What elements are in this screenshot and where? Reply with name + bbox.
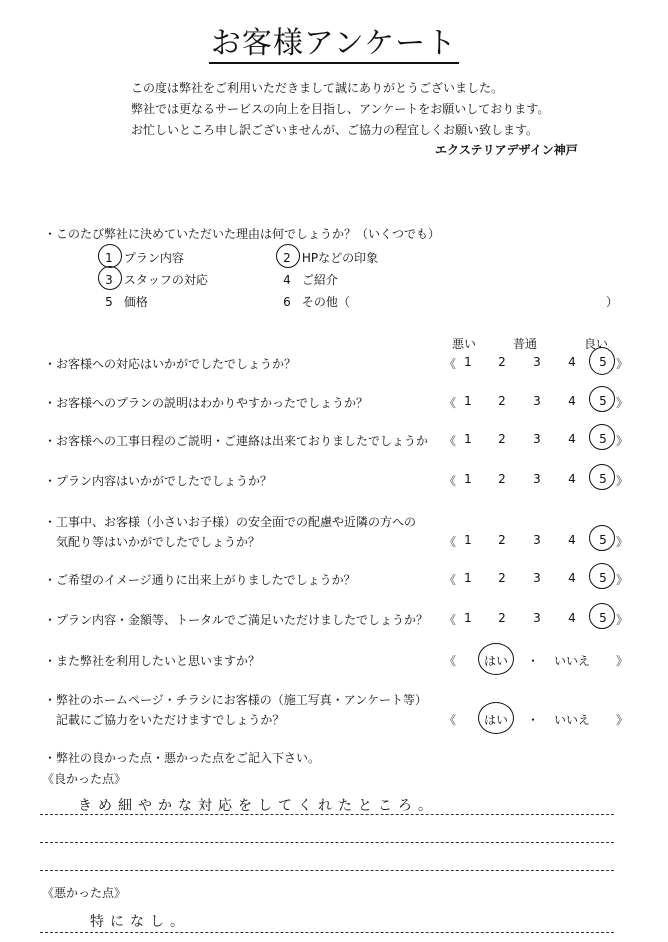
scale-good-label: 良い xyxy=(584,337,609,351)
scale-option-5[interactable]: 5 xyxy=(599,432,607,446)
scale-option-2[interactable]: 2 xyxy=(498,571,506,585)
scale-option-2[interactable]: 2 xyxy=(498,394,506,408)
scale-option-3[interactable]: 3 xyxy=(533,533,541,547)
intro-line-3: お忙しいところ申し訳ございませんが、ご協力の程宜しくお願い致します。 xyxy=(131,123,539,137)
reason-option-5[interactable] xyxy=(98,293,148,310)
scale-option-5[interactable]: 5 xyxy=(599,611,607,625)
selection-circle xyxy=(589,603,615,629)
no-option[interactable]: いいえ xyxy=(554,654,591,668)
reason-option-number: 2 xyxy=(283,251,291,265)
scale-option-5[interactable]: 5 xyxy=(599,394,607,408)
scale-open-bracket: 《 xyxy=(444,654,457,668)
yes-option[interactable]: はい xyxy=(484,713,509,727)
reason-question: ・このたび弊社に決めていただいた理由は何でしょうか？（いくつでも） xyxy=(44,227,441,241)
scale-option-1[interactable]: 1 xyxy=(464,571,472,585)
scale-option-1[interactable]: 1 xyxy=(464,394,472,408)
scale-option-3[interactable]: 3 xyxy=(533,432,541,446)
writing-line xyxy=(40,932,614,933)
scale-option-1[interactable]: 1 xyxy=(464,611,472,625)
rating-question-7: ・プラン内容・金額等、トータルでご満足いただけましたでしょうか？ xyxy=(44,613,429,627)
other-close-paren: ） xyxy=(606,295,619,309)
scale-option-1[interactable]: 1 xyxy=(464,472,472,486)
writing-line xyxy=(40,842,614,843)
scale-open-bracket: 《 xyxy=(444,573,457,587)
writing-line xyxy=(40,814,614,815)
scale-option-1[interactable]: 1 xyxy=(464,355,472,369)
selection-circle xyxy=(589,525,615,551)
scale-option-2[interactable]: 2 xyxy=(498,355,506,369)
scale-option-5[interactable]: 5 xyxy=(599,533,607,547)
rating-question-2: ・お客様へのプランの説明はわかりやすかったでしょうか？ xyxy=(44,396,369,410)
scale-option-4[interactable]: 4 xyxy=(568,432,576,446)
rating-question-5: ・工事中、お客様（小さいお子様）の安全面での配慮や近隣の方への xyxy=(44,515,417,529)
good-points-handwriting[interactable]: きめ細やかな対応をしてくれたところ。 xyxy=(78,798,438,814)
scale-option-2[interactable]: 2 xyxy=(498,611,506,625)
selection-circle xyxy=(98,266,122,290)
scale-close-bracket: 》 xyxy=(616,474,629,488)
selection-circle xyxy=(98,244,122,268)
scale-option-3[interactable]: 3 xyxy=(533,355,541,369)
selection-circle xyxy=(589,563,615,589)
reason-option-number: 3 xyxy=(105,273,113,287)
yesno-question-2: ・弊社のホームページ・チラシにお客様の（施工写真・アンケート等） xyxy=(44,693,428,707)
scale-option-3[interactable]: 3 xyxy=(533,472,541,486)
reason-option-label: スタッフの対応 xyxy=(123,273,208,287)
intro-line-1: この度は弊社をご利用いただきまして誠にありがとうございました。 xyxy=(131,81,504,95)
scale-option-4[interactable]: 4 xyxy=(568,394,576,408)
no-option[interactable]: いいえ xyxy=(554,713,591,727)
reason-option-label: 価格 xyxy=(123,295,148,309)
comments-prompt: ・弊社の良かった点・悪かった点をご記入下さい。 xyxy=(44,751,321,765)
intro-line-2: 弊社では更なるサービスの向上を目指し、アンケートをお願いしております。 xyxy=(131,102,550,116)
reason-option-label: ご紹介 xyxy=(301,273,338,287)
scale-bad-label: 悪い xyxy=(452,337,477,351)
scale-open-bracket: 《 xyxy=(444,613,457,627)
selection-circle xyxy=(589,347,615,375)
scale-option-4[interactable]: 4 xyxy=(568,355,576,369)
scale-option-4[interactable]: 4 xyxy=(568,472,576,486)
scale-option-2[interactable]: 2 xyxy=(498,533,506,547)
reason-option-4[interactable] xyxy=(276,271,338,288)
reason-option-number: 1 xyxy=(105,251,113,265)
yesno-choice-1[interactable] xyxy=(444,652,630,668)
scale-option-5[interactable]: 5 xyxy=(599,355,607,369)
scale-option-3[interactable]: 3 xyxy=(533,611,541,625)
scale-open-bracket: 《 xyxy=(444,535,457,549)
scale-option-5[interactable]: 5 xyxy=(599,472,607,486)
separator-dot: ・ xyxy=(527,713,540,727)
yesno-question-2-line-2: 記載にご協力をいただけますでしょうか？ xyxy=(56,713,285,727)
reason-option-label: その他（ xyxy=(301,295,350,309)
reason-option-number: 5 xyxy=(105,295,113,309)
scale-close-bracket: 》 xyxy=(616,396,629,410)
scale-open-bracket: 《 xyxy=(444,474,457,488)
rating-question-3: ・お客様への工事日程のご説明・ご連絡は出来ておりましたでしょうか xyxy=(44,434,429,448)
selection-circle xyxy=(478,643,514,675)
scale-option-3[interactable]: 3 xyxy=(533,394,541,408)
company-name: エクステリアデザイン神戸 xyxy=(435,143,578,157)
survey-title: お客様アンケート xyxy=(0,18,668,62)
selection-circle xyxy=(589,424,615,450)
reason-option-label: プラン内容 xyxy=(123,251,184,265)
writing-line xyxy=(40,870,614,871)
selection-circle xyxy=(589,386,615,412)
bad-points-label: 《悪かった点》 xyxy=(42,886,127,900)
separator-dot: ・ xyxy=(527,654,540,668)
scale-option-4[interactable]: 4 xyxy=(568,571,576,585)
reason-option-number: 4 xyxy=(283,273,291,287)
yesno-question-1: ・また弊社を利用したいと思いますか？ xyxy=(44,654,261,668)
scale-option-2[interactable]: 2 xyxy=(498,472,506,486)
scale-option-4[interactable]: 4 xyxy=(568,611,576,625)
selection-circle xyxy=(276,244,300,268)
yesno-choice-2[interactable] xyxy=(444,711,630,727)
scale-close-bracket: 》 xyxy=(616,713,629,727)
reason-option-number: 6 xyxy=(283,295,291,309)
scale-normal-label: 普通 xyxy=(513,337,538,351)
scale-close-bracket: 》 xyxy=(616,535,629,549)
selection-circle xyxy=(478,702,514,734)
reason-option-6[interactable] xyxy=(276,293,350,310)
rating-question-4: ・プラン内容はいかがでしたでしょうか？ xyxy=(44,474,273,488)
scale-close-bracket: 》 xyxy=(616,613,629,627)
bad-points-handwriting[interactable]: 特になし。 xyxy=(90,914,190,930)
scale-option-2[interactable]: 2 xyxy=(498,432,506,446)
scale-option-5[interactable]: 5 xyxy=(599,571,607,585)
scale-close-bracket: 》 xyxy=(616,357,629,371)
scale-open-bracket: 《 xyxy=(444,357,457,371)
rating-question-6: ・ご希望のイメージ通りに出来上がりましたでしょうか？ xyxy=(44,573,356,587)
scale-open-bracket: 《 xyxy=(444,396,457,410)
scale-close-bracket: 》 xyxy=(616,573,629,587)
yes-option[interactable]: はい xyxy=(484,654,509,668)
scale-option-4[interactable]: 4 xyxy=(568,533,576,547)
scale-close-bracket: 》 xyxy=(616,434,629,448)
good-points-label: 《良かった点》 xyxy=(42,772,127,786)
scale-option-1[interactable]: 1 xyxy=(464,432,472,446)
selection-circle xyxy=(589,464,615,490)
scale-close-bracket: 》 xyxy=(616,654,629,668)
scale-option-1[interactable]: 1 xyxy=(464,533,472,547)
reason-option-label: HPなどの印象 xyxy=(301,251,379,265)
rating-question-5-line-2: 気配り等はいかがでしたでしょうか？ xyxy=(56,535,261,549)
rating-question-1: ・お客様への対応はいかがでしたでしょうか？ xyxy=(44,357,297,371)
scale-open-bracket: 《 xyxy=(444,434,457,448)
scale-option-3[interactable]: 3 xyxy=(533,571,541,585)
scale-open-bracket: 《 xyxy=(444,713,457,727)
